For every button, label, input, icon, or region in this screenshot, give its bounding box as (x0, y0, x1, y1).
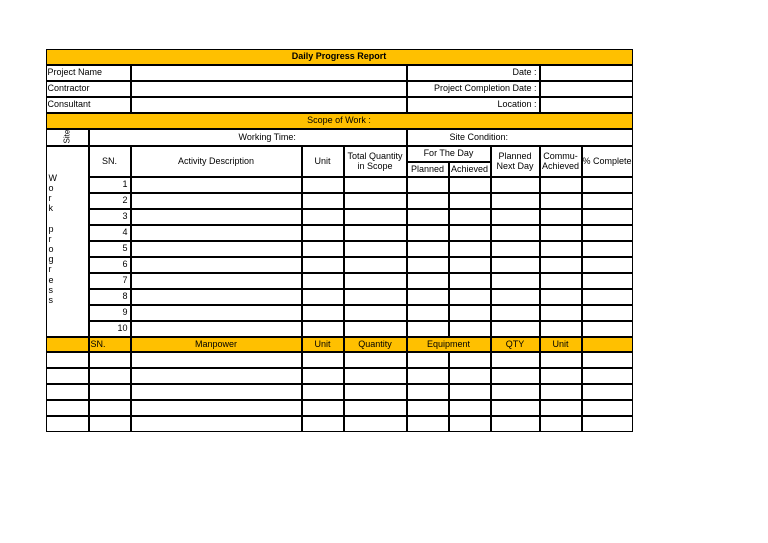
activity-cell[interactable] (540, 177, 582, 193)
activity-cell[interactable] (540, 225, 582, 241)
activity-cell[interactable] (582, 209, 633, 225)
activity-cell[interactable] (449, 321, 491, 337)
activity-cell[interactable] (491, 257, 540, 273)
site-condition-label: Site Condition: (407, 129, 633, 146)
activity-cell[interactable] (344, 225, 407, 241)
manpower-cell[interactable] (407, 384, 449, 400)
manpower-cell[interactable] (89, 352, 131, 368)
mp-col-quantity: Quantity (344, 337, 407, 352)
activity-cell[interactable] (582, 193, 633, 209)
manpower-cell[interactable] (344, 352, 407, 368)
col-commu-achieved-line2: Achieved (541, 161, 580, 171)
manpower-cell[interactable] (582, 384, 633, 400)
col-planned: Planned (407, 162, 449, 177)
col-planned-next-day (491, 146, 540, 177)
consultant-label: Consultant (46, 97, 131, 113)
activity-cell[interactable] (302, 289, 344, 305)
manpower-cell[interactable] (540, 384, 582, 400)
manpower-cell[interactable] (302, 416, 344, 432)
manpower-cell[interactable] (407, 416, 449, 432)
col-commu-achieved (540, 146, 582, 177)
manpower-cell[interactable] (491, 352, 540, 368)
activity-cell[interactable] (540, 209, 582, 225)
manpower-cell[interactable] (449, 352, 491, 368)
activity-sn: 4 (89, 225, 131, 241)
manpower-cell[interactable] (46, 368, 89, 384)
activity-cell[interactable] (491, 193, 540, 209)
activity-cell[interactable] (302, 305, 344, 321)
mp-col-sn: SN. (89, 337, 131, 352)
contractor-value[interactable] (131, 81, 407, 97)
activity-cell[interactable] (449, 209, 491, 225)
activity-cell[interactable] (302, 209, 344, 225)
activity-cell[interactable] (344, 177, 407, 193)
manpower-cell[interactable] (131, 352, 302, 368)
activity-cell[interactable] (131, 177, 302, 193)
activity-cell[interactable] (540, 321, 582, 337)
activity-cell[interactable] (491, 225, 540, 241)
activity-cell[interactable] (449, 273, 491, 289)
activity-cell[interactable] (407, 305, 449, 321)
col-for-the-day: For The Day (407, 146, 491, 162)
manpower-cell[interactable] (89, 368, 131, 384)
location-label: Location : (407, 97, 540, 113)
manpower-cell[interactable] (344, 400, 407, 416)
manpower-cell[interactable] (302, 384, 344, 400)
activity-cell[interactable] (540, 305, 582, 321)
manpower-cell[interactable] (582, 400, 633, 416)
project-completion-date-label: Project Completion Date : (407, 81, 540, 97)
manpower-cell[interactable] (540, 352, 582, 368)
manpower-cell[interactable] (540, 400, 582, 416)
activity-cell[interactable] (540, 273, 582, 289)
activity-cell[interactable] (491, 209, 540, 225)
site-label-cell (46, 129, 89, 146)
mp-col-equipment: Equipment (407, 337, 491, 352)
col-total-quantity-line1: Total Quantity (347, 150, 403, 161)
activity-cell[interactable] (302, 193, 344, 209)
activity-cell[interactable] (302, 241, 344, 257)
manpower-cell[interactable] (540, 368, 582, 384)
activity-cell[interactable] (582, 305, 633, 321)
activity-cell[interactable] (491, 321, 540, 337)
activity-cell[interactable] (344, 305, 407, 321)
activity-cell[interactable] (582, 321, 633, 337)
activity-cell[interactable] (491, 241, 540, 257)
activity-sn: 10 (89, 321, 131, 337)
activity-cell[interactable] (407, 225, 449, 241)
activity-cell[interactable] (491, 305, 540, 321)
activity-sn: 1 (89, 177, 131, 193)
activity-cell[interactable] (449, 241, 491, 257)
activity-sn: 7 (89, 273, 131, 289)
activity-cell[interactable] (131, 273, 302, 289)
activity-cell[interactable] (131, 193, 302, 209)
activity-cell[interactable] (582, 273, 633, 289)
activity-cell[interactable] (131, 305, 302, 321)
activity-cell[interactable] (540, 289, 582, 305)
activity-sn: 5 (89, 241, 131, 257)
manpower-cell[interactable] (344, 384, 407, 400)
activity-cell[interactable] (582, 257, 633, 273)
date-label: Date : (407, 65, 540, 81)
activity-sn: 2 (89, 193, 131, 209)
activity-cell[interactable] (449, 177, 491, 193)
mp-col-blank (46, 337, 89, 352)
col-sn: SN. (89, 146, 131, 177)
manpower-cell[interactable] (582, 352, 633, 368)
activity-cell[interactable] (582, 225, 633, 241)
activity-cell[interactable] (131, 321, 302, 337)
mp-col-manpower: Manpower (131, 337, 302, 352)
manpower-cell[interactable] (131, 368, 302, 384)
manpower-cell[interactable] (449, 400, 491, 416)
activity-cell[interactable] (449, 225, 491, 241)
activity-cell[interactable] (407, 209, 449, 225)
activity-cell[interactable] (449, 193, 491, 209)
manpower-cell[interactable] (89, 400, 131, 416)
manpower-cell[interactable] (46, 400, 89, 416)
activity-cell[interactable] (131, 241, 302, 257)
col-percent-complete: % Complete (582, 146, 633, 177)
activity-cell[interactable] (344, 289, 407, 305)
consultant-value[interactable] (131, 97, 407, 113)
activity-cell[interactable] (302, 273, 344, 289)
col-achieved: Achieved (449, 162, 491, 177)
manpower-cell[interactable] (407, 352, 449, 368)
manpower-cell[interactable] (46, 384, 89, 400)
manpower-cell[interactable] (540, 416, 582, 432)
activity-cell[interactable] (491, 177, 540, 193)
activity-cell[interactable] (540, 257, 582, 273)
activity-sn: 3 (89, 209, 131, 225)
mp-col-blank-end (582, 337, 633, 352)
activity-cell[interactable] (302, 257, 344, 273)
activity-cell[interactable] (344, 241, 407, 257)
manpower-cell[interactable] (582, 416, 633, 432)
col-total-quantity (344, 146, 407, 177)
manpower-cell[interactable] (491, 384, 540, 400)
activity-cell[interactable] (491, 289, 540, 305)
mp-col-qty: QTY (491, 337, 540, 352)
activity-cell[interactable] (344, 209, 407, 225)
work-progress-label: W o r k p r o g r e s s (46, 146, 89, 337)
manpower-cell[interactable] (344, 368, 407, 384)
manpower-cell[interactable] (89, 416, 131, 432)
activity-cell[interactable] (344, 257, 407, 273)
location-value[interactable] (540, 97, 633, 113)
activity-cell[interactable] (131, 257, 302, 273)
activity-cell[interactable] (407, 321, 449, 337)
activity-cell[interactable] (582, 177, 633, 193)
activity-cell[interactable] (407, 289, 449, 305)
daily-progress-report-sheet (46, 49, 633, 432)
manpower-cell[interactable] (46, 352, 89, 368)
contractor-label: Contractor (46, 81, 131, 97)
manpower-cell[interactable] (131, 384, 302, 400)
activity-cell[interactable] (540, 241, 582, 257)
manpower-cell[interactable] (449, 368, 491, 384)
report-title: Daily Progress Report (46, 49, 633, 65)
date-value[interactable] (540, 65, 633, 81)
site-label: Site (62, 130, 72, 144)
activity-cell[interactable] (407, 177, 449, 193)
manpower-cell[interactable] (302, 368, 344, 384)
activity-sn: 6 (89, 257, 131, 273)
manpower-cell[interactable] (46, 416, 89, 432)
activity-cell[interactable] (407, 273, 449, 289)
manpower-cell[interactable] (449, 416, 491, 432)
activity-cell[interactable] (582, 289, 633, 305)
activity-cell[interactable] (131, 289, 302, 305)
activity-cell[interactable] (449, 305, 491, 321)
col-activity-description: Activity Description (131, 146, 302, 177)
manpower-cell[interactable] (344, 416, 407, 432)
manpower-cell[interactable] (302, 400, 344, 416)
manpower-cell[interactable] (302, 352, 344, 368)
manpower-cell[interactable] (407, 400, 449, 416)
manpower-cell[interactable] (491, 400, 540, 416)
activity-cell[interactable] (582, 241, 633, 257)
project-name-label: Project Name (46, 65, 131, 81)
manpower-cell[interactable] (407, 368, 449, 384)
activity-cell[interactable] (407, 241, 449, 257)
col-planned-next-day-line2: Next Day (496, 161, 534, 171)
manpower-cell[interactable] (491, 416, 540, 432)
activity-cell[interactable] (491, 273, 540, 289)
activity-cell[interactable] (344, 321, 407, 337)
project-name-value[interactable] (131, 65, 407, 81)
mp-col-unit2: Unit (540, 337, 582, 352)
col-unit: Unit (302, 146, 344, 177)
col-total-quantity-line2: in Scope (357, 161, 393, 171)
col-planned-next-day-line1: Planned (498, 150, 532, 161)
activity-cell[interactable] (302, 321, 344, 337)
col-commu-achieved-line1: Commu- (543, 150, 578, 161)
activity-cell[interactable] (302, 225, 344, 241)
working-time-label: Working Time: (89, 129, 407, 146)
manpower-cell[interactable] (491, 368, 540, 384)
manpower-cell[interactable] (131, 416, 302, 432)
manpower-cell[interactable] (449, 384, 491, 400)
activity-sn: 8 (89, 289, 131, 305)
activity-cell[interactable] (540, 193, 582, 209)
scope-of-work-bar: Scope of Work : (46, 113, 633, 129)
activity-cell[interactable] (344, 193, 407, 209)
manpower-cell[interactable] (131, 400, 302, 416)
activity-cell[interactable] (302, 177, 344, 193)
manpower-cell[interactable] (582, 368, 633, 384)
activity-cell[interactable] (407, 257, 449, 273)
activity-cell[interactable] (407, 193, 449, 209)
activity-sn: 9 (89, 305, 131, 321)
project-completion-date-value[interactable] (540, 81, 633, 97)
activity-cell[interactable] (449, 289, 491, 305)
activity-cell[interactable] (131, 225, 302, 241)
activity-cell[interactable] (344, 273, 407, 289)
activity-cell[interactable] (449, 257, 491, 273)
activity-cell[interactable] (131, 209, 302, 225)
mp-col-unit: Unit (302, 337, 344, 352)
manpower-cell[interactable] (89, 384, 131, 400)
